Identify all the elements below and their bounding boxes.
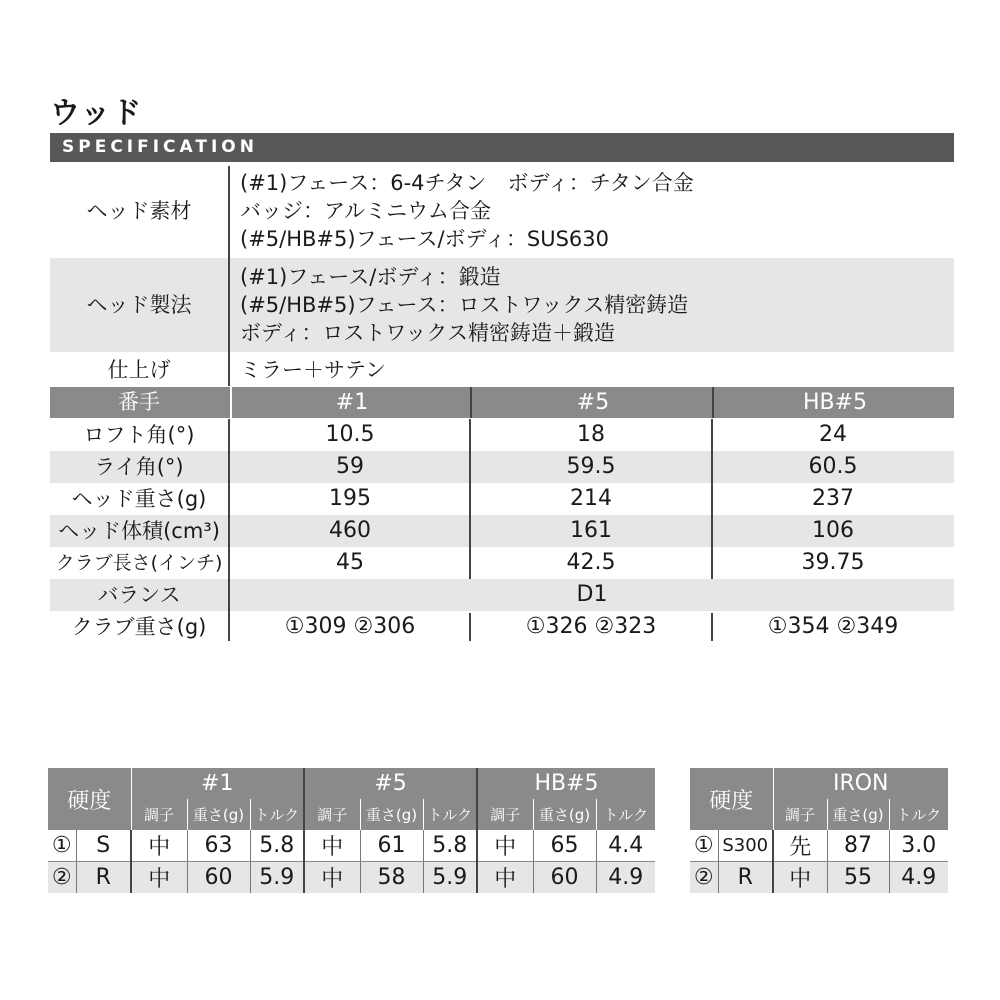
header-club-hb5: HB#5	[712, 387, 956, 418]
subhead-torque: トルク	[423, 799, 477, 830]
finish-value: ミラー＋サテン	[240, 358, 386, 382]
value-hb5: 39.75	[801, 550, 865, 575]
cell: 3.0	[889, 830, 948, 862]
iron-shaft-row-1	[690, 830, 948, 862]
value-5: 214	[570, 486, 612, 511]
cell: 58	[360, 862, 423, 894]
value-hb5: 24	[819, 422, 847, 447]
head-method-row	[50, 258, 954, 352]
shaft-table-iron	[690, 768, 948, 893]
iron-shaft-row-2	[690, 862, 948, 894]
finish-row	[50, 354, 954, 386]
subhead-torque: トルク	[889, 799, 948, 830]
value-1: 195	[329, 486, 371, 511]
head-material-line-1: (#1)フェース：6-4チタン ボディ：チタン合金	[240, 171, 694, 195]
header-club-5: #5	[470, 387, 714, 418]
row-label: ヘッド体積(cm³)	[58, 519, 220, 543]
cell: 65	[533, 830, 596, 862]
hardness-label: 硬度	[48, 768, 131, 830]
row-number: ①	[48, 830, 76, 862]
row-label: バランス	[97, 583, 181, 607]
subhead-kick: 調子	[477, 799, 533, 830]
spec-row-lie	[50, 451, 954, 483]
spec-row-club-weight	[50, 611, 954, 643]
cell: 中	[773, 862, 827, 894]
head-method-line-2: (#5/HB#5)フェース：ロストワックス精密鋳造	[240, 293, 689, 317]
header-club-number: 番手	[118, 390, 160, 414]
club-weight-divider-1	[469, 613, 471, 641]
cell: 55	[827, 862, 889, 894]
cell: 中	[477, 830, 533, 862]
cell: 中	[477, 862, 533, 894]
head-material-line-3: (#5/HB#5)フェース/ボディ：SUS630	[240, 227, 609, 251]
row-number: ②	[48, 862, 76, 894]
subhead-torque: トルク	[596, 799, 655, 830]
spec-table-divider-mid-2	[711, 419, 713, 579]
head-material-row	[50, 166, 954, 256]
spec-table-header	[50, 387, 954, 418]
value-hb5: 60.5	[808, 454, 858, 479]
row-label: ロフト角(°)	[83, 423, 195, 447]
cell: 61	[360, 830, 423, 862]
value-1: 10.5	[325, 422, 375, 447]
spec-row-head-weight	[50, 483, 954, 515]
group-iron: IRON	[773, 768, 948, 799]
cell: 60	[533, 862, 596, 894]
balance-value: D1	[576, 582, 608, 607]
head-method-line-1: (#1)フェース/ボディ：鍛造	[240, 265, 501, 289]
club-weight-divider-2	[711, 613, 713, 641]
cell: 中	[131, 862, 187, 894]
subhead-torque: トルク	[250, 799, 304, 830]
cell: 87	[827, 830, 889, 862]
flex: R	[718, 862, 773, 894]
value-hb5: 106	[812, 518, 854, 543]
value-1: 45	[336, 550, 364, 575]
cell: 4.9	[596, 862, 655, 894]
cell: 4.4	[596, 830, 655, 862]
value-hb5: 237	[812, 486, 854, 511]
flex: S	[76, 830, 131, 862]
value-5: 18	[577, 422, 605, 447]
value-5: 59.5	[566, 454, 616, 479]
spec-divider	[228, 166, 230, 386]
value-1: ①309 ②306	[284, 614, 416, 639]
row-number: ①	[690, 830, 718, 862]
group-hb5: HB#5	[477, 768, 655, 799]
flex: S300	[718, 830, 773, 862]
finish-label: 仕上げ	[107, 358, 171, 382]
hardness-label: 硬度	[690, 768, 773, 830]
group-1: #1	[131, 768, 304, 799]
subhead-weight: 重さ(g)	[533, 799, 596, 830]
head-material-label: ヘッド素材	[86, 199, 192, 223]
spec-row-club-length	[50, 547, 954, 579]
cell: 60	[187, 862, 250, 894]
cell: 中	[304, 862, 360, 894]
subhead-weight: 重さ(g)	[360, 799, 423, 830]
flex: R	[76, 862, 131, 894]
page-title: ウッド	[50, 96, 143, 131]
cell: 5.9	[423, 862, 477, 894]
value-5: 42.5	[566, 550, 616, 575]
cell: 63	[187, 830, 250, 862]
spec-row-balance	[50, 579, 954, 611]
cell: 先	[773, 830, 827, 862]
head-method-label: ヘッド製法	[86, 293, 192, 317]
row-label: クラブ重さ(g)	[71, 615, 207, 639]
head-method-line-3: ボディ：ロストワックス精密鋳造＋鍛造	[240, 321, 616, 345]
group-5: #5	[304, 768, 477, 799]
subhead-weight: 重さ(g)	[827, 799, 889, 830]
subhead-kick: 調子	[304, 799, 360, 830]
subhead-weight: 重さ(g)	[187, 799, 250, 830]
value-1: 59	[336, 454, 364, 479]
specification-header: SPECIFICATION	[50, 133, 954, 162]
cell: 5.8	[250, 830, 304, 862]
cell: 中	[304, 830, 360, 862]
value-5: 161	[570, 518, 612, 543]
shaft-row-2	[48, 862, 655, 894]
cell: 5.8	[423, 830, 477, 862]
row-label: ヘッド重さ(g)	[71, 487, 207, 511]
shaft-row-1	[48, 830, 655, 862]
subhead-kick: 調子	[131, 799, 187, 830]
row-label: ライ角(°)	[94, 455, 184, 479]
header-club-1: #1	[230, 387, 472, 418]
row-label: クラブ長さ(インチ)	[55, 552, 223, 574]
spec-table-divider-mid-1	[469, 419, 471, 579]
head-material-line-2: バッジ：アルミニウム合金	[240, 199, 491, 223]
value-hb5: ①354 ②349	[767, 614, 899, 639]
spec-row-loft	[50, 419, 954, 451]
spec-row-head-volume	[50, 515, 954, 547]
cell: 4.9	[889, 862, 948, 894]
subhead-kick: 調子	[773, 799, 827, 830]
cell: 5.9	[250, 862, 304, 894]
cell: 中	[131, 830, 187, 862]
spec-table-divider-left	[228, 419, 230, 641]
shaft-table-wood	[48, 768, 655, 893]
row-number: ②	[690, 862, 718, 894]
value-5: ①326 ②323	[525, 614, 657, 639]
value-1: 460	[329, 518, 371, 543]
